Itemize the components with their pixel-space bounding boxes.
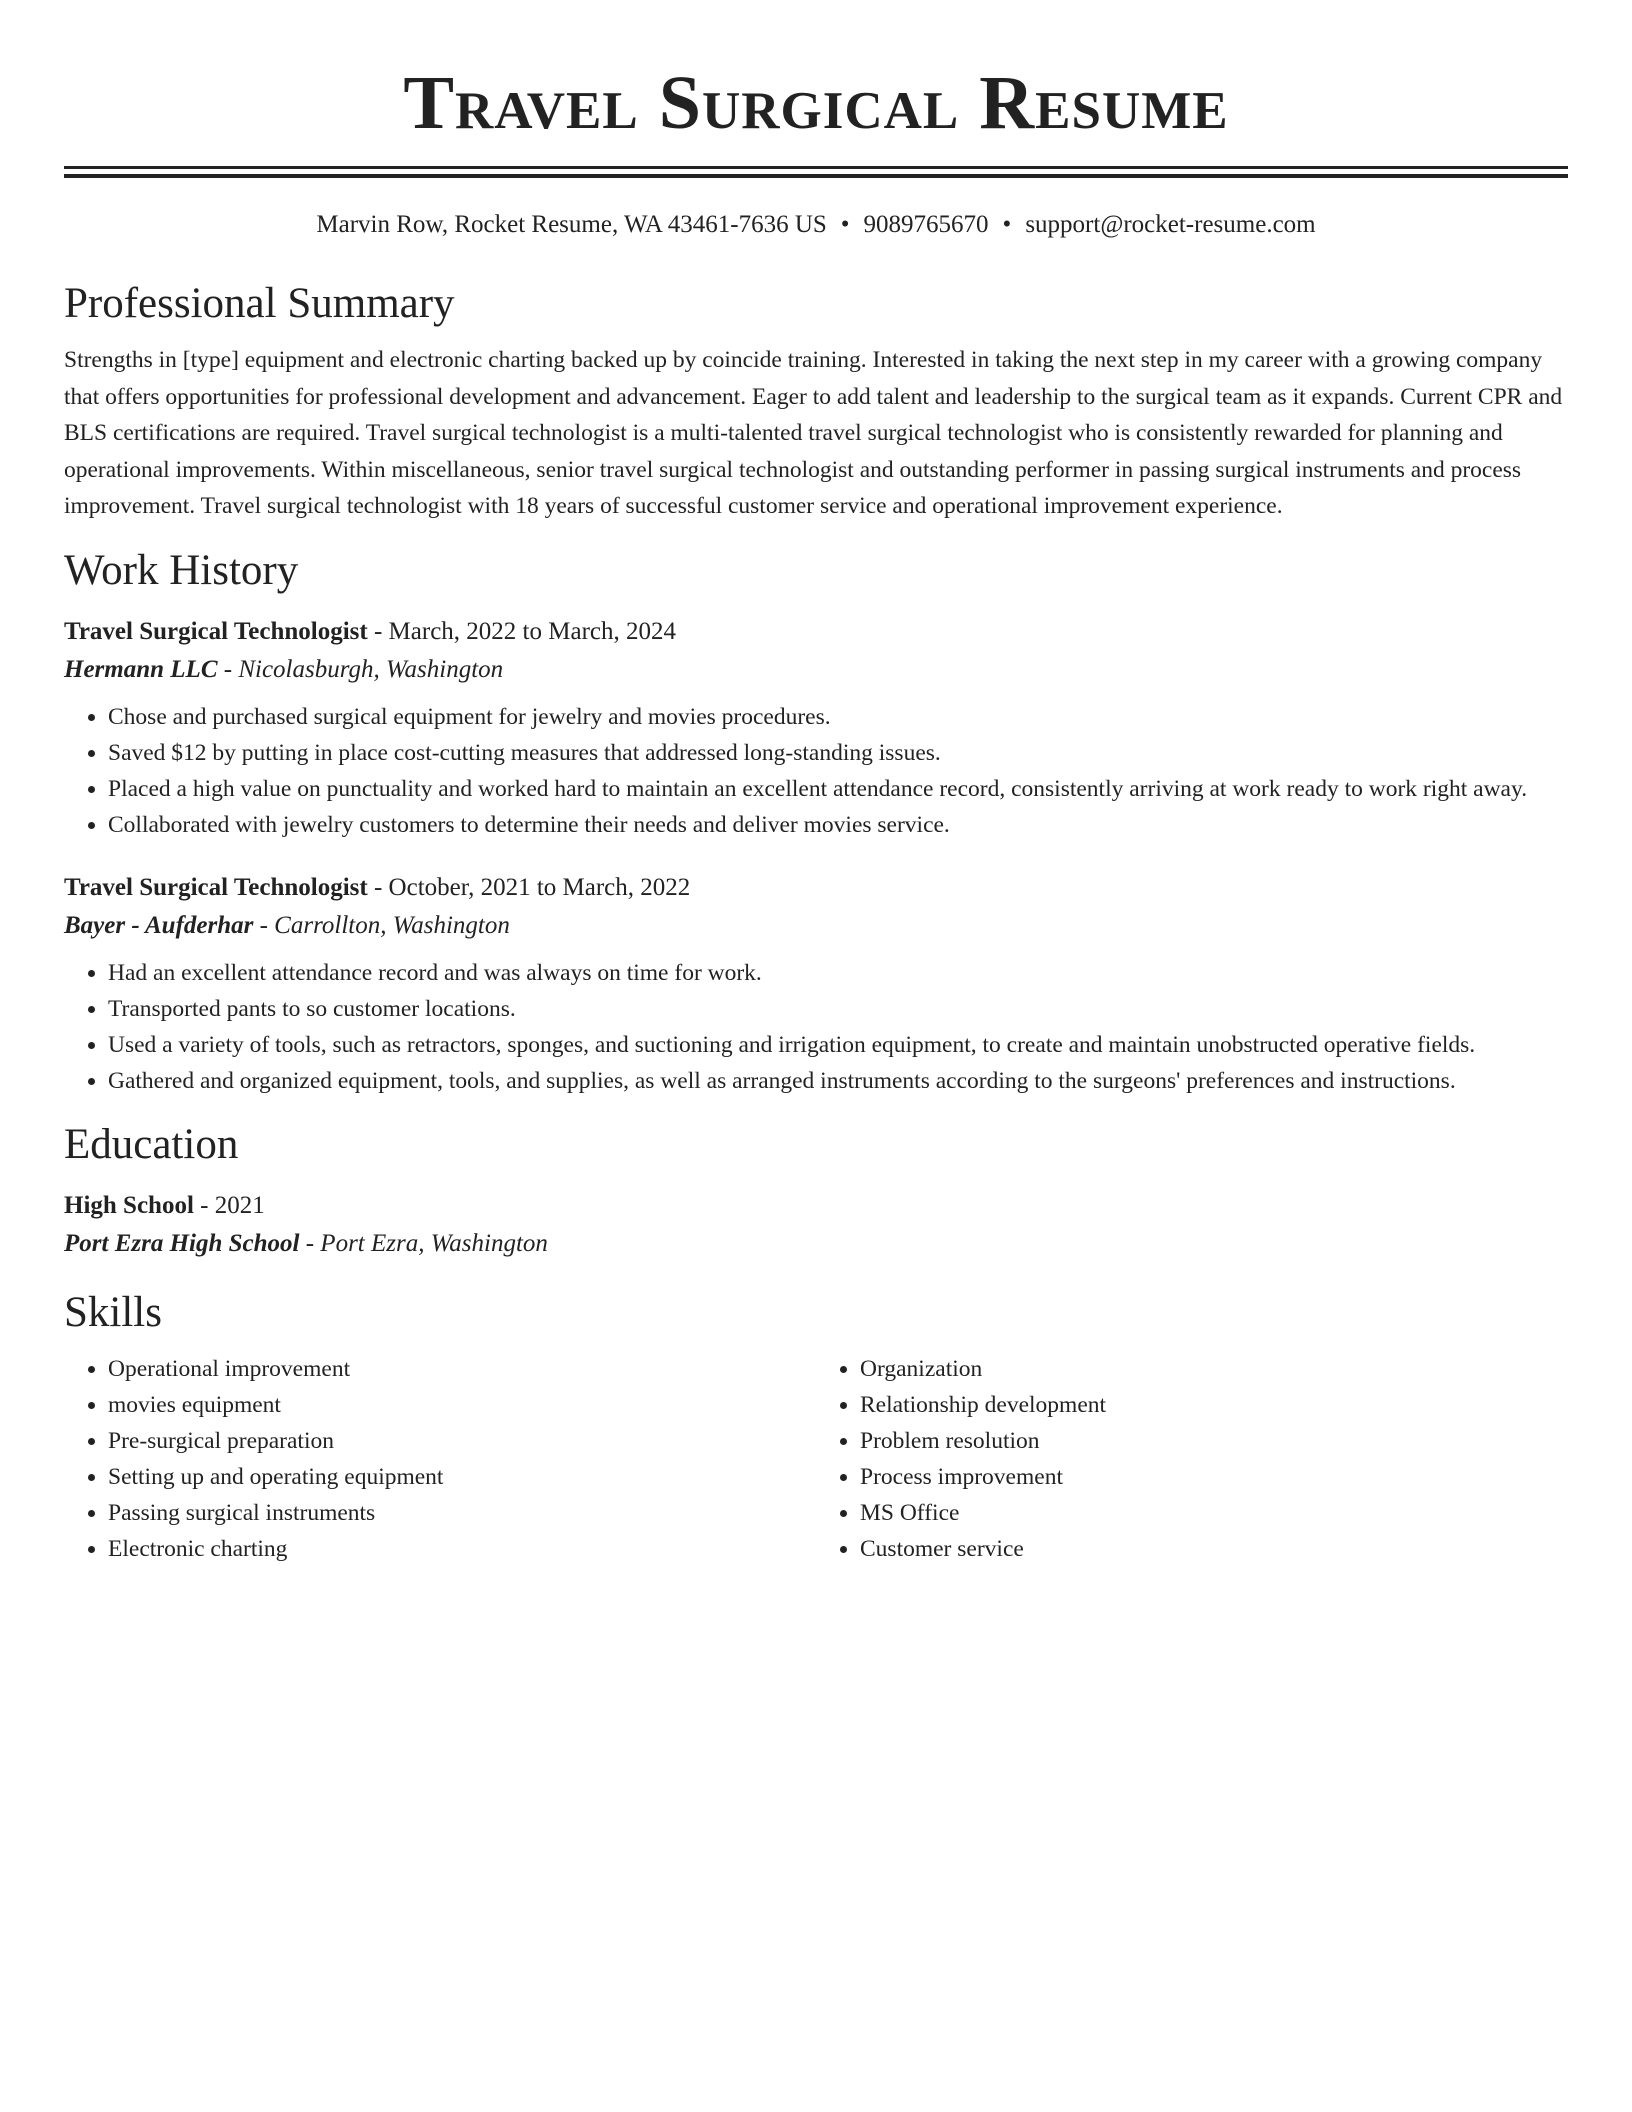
job-bullets — [64, 699, 1568, 843]
contact-separator: • — [1002, 211, 1012, 238]
skill-item: • Problem resolution — [860, 1423, 1568, 1459]
company-location: - Carrollton, Washington — [253, 911, 510, 939]
degree-line — [64, 1187, 1568, 1225]
contact-line — [64, 208, 1568, 242]
school-location: - Port Ezra, Washington — [299, 1229, 548, 1257]
summary-text: Strengths in [type] equipment and electronic charting backed up by coincide training. Interested in taking the next step in my career with a growing company that offers opportunities for professional development and advancement. Eager to add talent and leadership to the surgical team as it expands. Current CPR and BLS certifications are required. Travel surgical technologist is a multi-talented travel surgical technologist who is consistently rewarded for planning and operational improvements. Within miscellaneous, senior travel surgical technologist and outstanding performer in passing surgical instruments and process improvement. Travel surgical technologist with 18 years of successful customer service and operational improvement experience. — [64, 347, 1563, 519]
graduation-year: - 2021 — [193, 1191, 265, 1219]
skill-item: • Setting up and operating equipment — [108, 1459, 816, 1495]
skill-item: • Process improvement — [860, 1459, 1568, 1495]
degree: High School — [64, 1191, 194, 1219]
school-name: Port Ezra High School — [64, 1229, 300, 1257]
skills-heading: Skills — [64, 1288, 162, 1336]
skills-left-column — [64, 1351, 816, 1567]
job-bullet: • Placed a high value on punctuality and worked hard to maintain an excellent attendance record, consistently arriving at work ready to work right away. — [108, 771, 1568, 807]
company-line — [64, 907, 1568, 945]
company-name: Bayer - Aufderhar — [64, 911, 254, 939]
work-history-section — [64, 545, 1568, 1099]
skill-item: • Pre-surgical preparation — [108, 1423, 816, 1459]
skill-item: • Operational improvement — [108, 1351, 816, 1387]
contact-email: support@rocket-resume.com — [1025, 211, 1316, 238]
job-entry — [64, 869, 1568, 1099]
job-dates: - October, 2021 to March, 2022 — [367, 873, 691, 901]
skills-columns — [64, 1351, 1568, 1567]
company-name: Hermann LLC — [64, 655, 218, 683]
skills-right-column — [816, 1351, 1568, 1567]
education-section — [64, 1119, 1568, 1263]
skill-item: • Electronic charting — [108, 1531, 816, 1567]
skill-item: • movies equipment — [108, 1387, 816, 1423]
skill-item: • Customer service — [860, 1531, 1568, 1567]
job-title: Travel Surgical Technologist — [64, 873, 368, 901]
job-bullet: • Used a variety of tools, such as retractors, sponges, and suctioning and irrigation equipment, to create and maintain unobstructed operative fields. — [108, 1027, 1568, 1063]
summary-section — [64, 278, 1568, 525]
job-entry — [64, 613, 1568, 843]
job-bullet: • Gathered and organized equipment, tools, and supplies, as well as arranged instruments according to the surgeons' preferences and instructions. — [108, 1063, 1568, 1099]
job-bullet: • Chose and purchased surgical equipment for jewelry and movies procedures. — [108, 699, 1568, 735]
skill-item: • Organization — [860, 1351, 1568, 1387]
company-line — [64, 651, 1568, 689]
summary-heading: Professional Summary — [64, 280, 455, 327]
school-line — [64, 1225, 1568, 1263]
job-bullets — [64, 955, 1568, 1099]
contact-separator: • — [840, 211, 850, 238]
job-bullet: • Had an excellent attendance record and was always on time for work. — [108, 955, 1568, 991]
job-bullet: • Transported pants to so customer locations. — [108, 991, 1568, 1027]
skill-item: • Relationship development — [860, 1387, 1568, 1423]
skill-item: • MS Office — [860, 1495, 1568, 1531]
education-heading: Education — [64, 1120, 239, 1168]
job-title-line — [64, 869, 1568, 907]
skills-section — [64, 1287, 1568, 1567]
job-title: Travel Surgical Technologist — [64, 617, 368, 645]
job-bullet: • Collaborated with jewelry customers to determine their needs and deliver movies service. — [108, 807, 1568, 843]
contact-phone: 9089765670 — [863, 211, 989, 238]
skill-item: • Passing surgical instruments — [108, 1495, 816, 1531]
resume-title: Travel Surgical Resume — [403, 61, 1229, 145]
work-history-heading: Work History — [64, 546, 299, 594]
education-entry — [64, 1187, 1568, 1263]
job-dates: - March, 2022 to March, 2024 — [367, 617, 676, 645]
job-bullet: • Saved $12 by putting in place cost-cutting measures that addressed long-standing issues. — [108, 735, 1568, 771]
company-location: - Nicolasburgh, Washington — [217, 655, 504, 683]
title-divider — [64, 166, 1568, 178]
contact-address: Marvin Row, Rocket Resume, WA 43461-7636 US — [316, 211, 827, 238]
job-title-line — [64, 613, 1568, 651]
